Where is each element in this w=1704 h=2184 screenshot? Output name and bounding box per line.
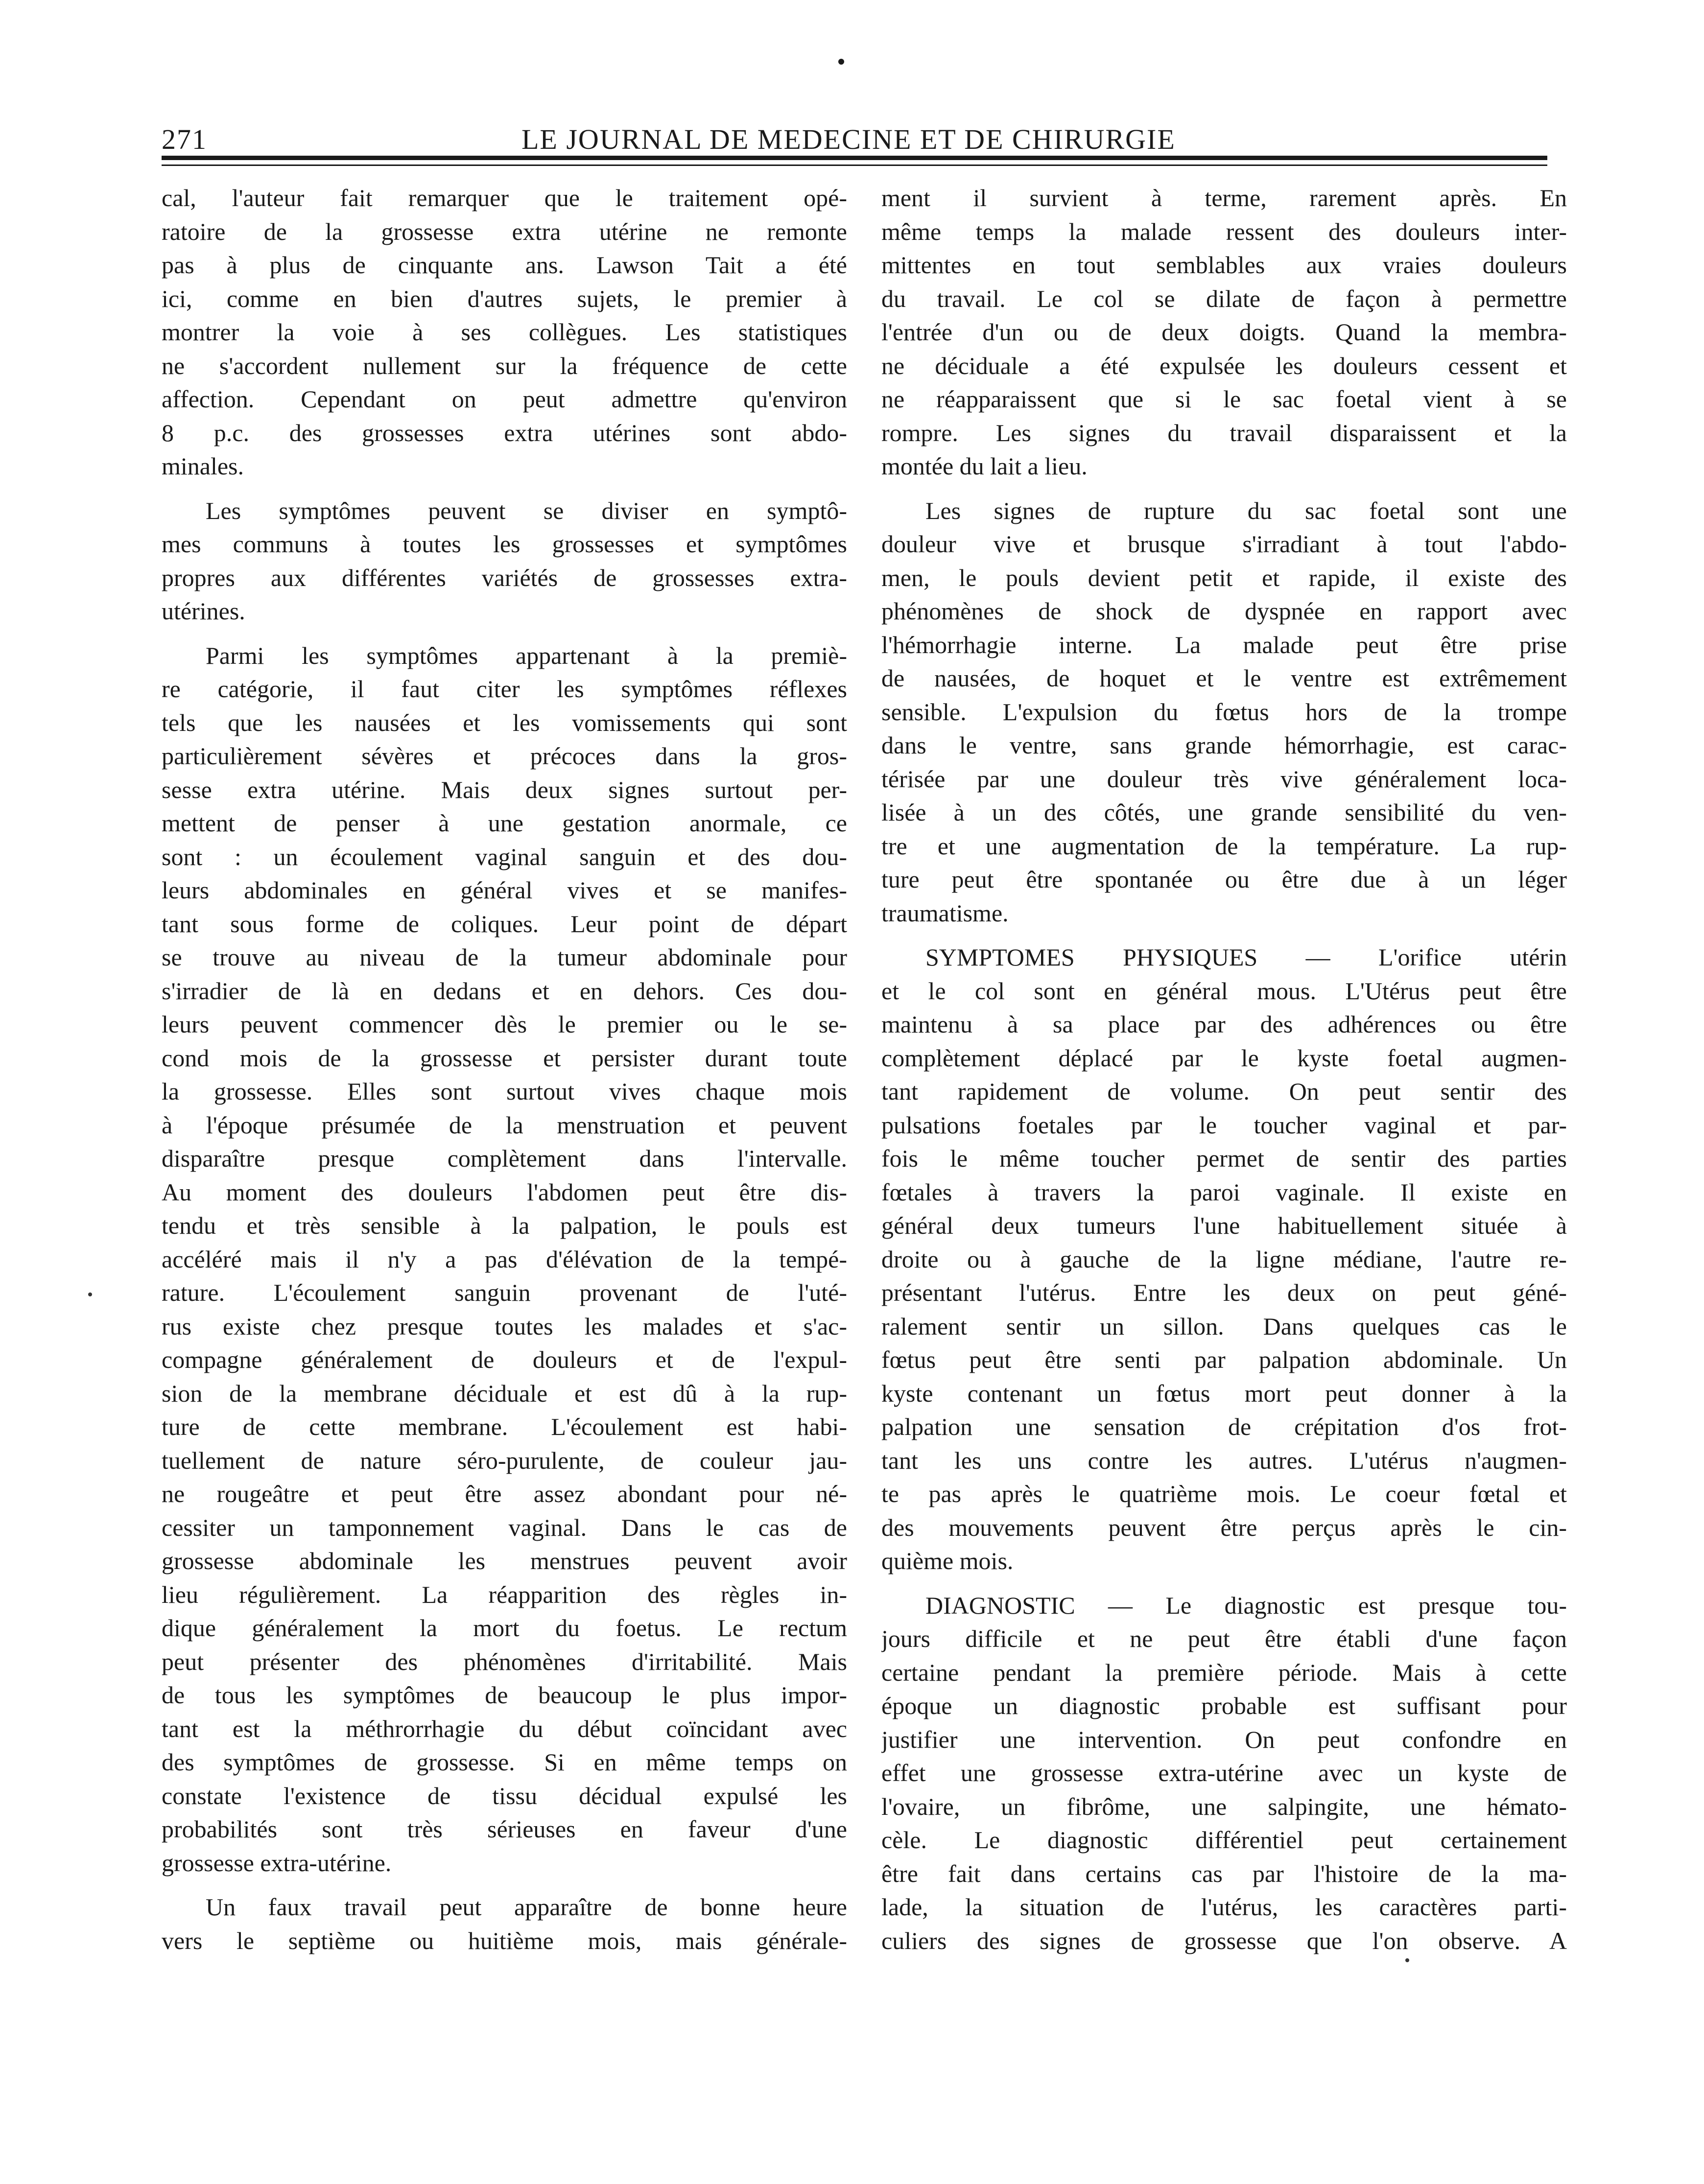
- text-line: men, le pouls devient petit et rapide, il existe des: [881, 564, 1567, 591]
- text-line: minales.: [162, 452, 244, 480]
- text-line: l'ovaire, un fibrôme, une salpingite, une hémato-: [881, 1792, 1567, 1820]
- text-line: te pas après le quatrième mois. Le coeur fœtal et: [881, 1480, 1567, 1507]
- text-line: re catégorie, il faut citer les symptômes réflexes: [162, 675, 847, 703]
- text-line: probabilités sont très sérieuses en faveur d'une: [162, 1815, 847, 1843]
- paragraph-gap: [162, 483, 847, 494]
- text-line: dique généralement la mort du foetus. Le rectum: [162, 1614, 847, 1642]
- text-line: sion de la membrane déciduale et est dû à la rup-: [162, 1379, 847, 1407]
- text-line: tels que les nausées et les vomissements qui sont: [162, 708, 847, 736]
- paragraph-gap: [881, 1578, 1567, 1589]
- text-line: s'irradier de là en dedans et en dehors. Ces dou-: [162, 977, 847, 1005]
- text-line: lisée à un des côtés, une grande sensibilité du ven-: [881, 798, 1567, 826]
- text-line: pulsations foetales par le toucher vaginal et par-: [881, 1111, 1567, 1139]
- left-column: [162, 181, 847, 1957]
- paragraph: [162, 1890, 847, 1957]
- text-line: justifier une intervention. On peut confondre en: [881, 1725, 1567, 1753]
- text-line: Les symptômes peuvent se diviser en symptô-: [206, 496, 847, 524]
- paragraph-gap: [162, 1879, 847, 1890]
- text-line: palpation une sensation de crépitation d'os frot-: [881, 1413, 1567, 1440]
- text-line: ratoire de la grossesse extra utérine ne remonte: [162, 217, 847, 245]
- text-line: tant rapidement de volume. On peut sentir des: [881, 1078, 1567, 1105]
- text-line: affection. Cependant on peut admettre qu'environ: [162, 385, 847, 413]
- paragraph: [881, 181, 1567, 483]
- ink-speck: [838, 59, 844, 65]
- text-line: rus existe chez presque toutes les malades et s'ac-: [162, 1312, 847, 1340]
- text-line: disparaître presque complètement dans l'intervalle.: [162, 1145, 847, 1172]
- text-line: Un faux travail peut apparaître de bonne heure: [206, 1893, 847, 1921]
- journal-title: LE JOURNAL DE MEDECINE ET DE CHIRURGIE: [521, 123, 1176, 155]
- text-line: leurs peuvent commencer dès le premier ou le se-: [162, 1010, 847, 1038]
- text-line: droite ou à gauche de la ligne médiane, l'autre re-: [881, 1245, 1567, 1273]
- text-line: ne réapparaissent que si le sac foetal vient à se: [881, 385, 1567, 413]
- text-line: ne rougeâtre et peut être assez abondant pour né-: [162, 1480, 847, 1507]
- text-line: sesse extra utérine. Mais deux signes surtout per-: [162, 775, 847, 803]
- text-line: cond mois de la grossesse et persister durant toute: [162, 1044, 847, 1072]
- paragraph-gap: [162, 628, 847, 639]
- text-line: des symptômes de grossesse. Si en même temps on: [162, 1748, 847, 1776]
- text-line: culiers des signes de grossesse que l'on observe. A: [881, 1926, 1567, 1954]
- text-line: ne déciduale a été expulsée les douleurs cessent et: [881, 352, 1567, 379]
- text-line: constate l'existence de tissu décidual expulsé les: [162, 1782, 847, 1809]
- paragraph-gap: [881, 483, 1567, 494]
- text-line: ment il survient à terme, rarement après. En: [881, 184, 1567, 211]
- text-line: rature. L'écoulement sanguin provenant de l'uté-: [162, 1279, 847, 1306]
- text-line: tant est la méthrorrhagie du début coïncidant avec: [162, 1714, 847, 1742]
- text-line: ne s'accordent nullement sur la fréquence de cette: [162, 352, 847, 379]
- text-line: peut présenter des phénomènes d'irritabilité. Mais: [162, 1647, 847, 1675]
- text-line: maintenu à sa place par des adhérences ou être: [881, 1010, 1567, 1038]
- paragraph: [881, 494, 1567, 930]
- paragraph: [881, 940, 1567, 1578]
- text-line: douleur vive et brusque s'irradiant à tout l'abdo-: [881, 530, 1567, 558]
- header-rule-thin: [162, 164, 1547, 166]
- text-line: compagne généralement de douleurs et de l'expul-: [162, 1346, 847, 1373]
- text-line: Les signes de rupture du sac foetal sont une: [925, 496, 1567, 524]
- text-line: fœtus peut être senti par palpation abdominale. Un: [881, 1346, 1567, 1373]
- text-line: général deux tumeurs l'une habituellement située à: [881, 1212, 1567, 1239]
- text-line: traumatisme.: [881, 899, 1009, 927]
- text-line: époque un diagnostic probable est suffisant pour: [881, 1692, 1567, 1719]
- text-line: tendu et très sensible à la palpation, le pouls est: [162, 1212, 847, 1239]
- text-line: l'hémorrhagie interne. La malade peut être prise: [881, 631, 1567, 658]
- text-line: vers le septième ou huitième mois, mais générale-: [162, 1926, 847, 1954]
- text-line: SYMPTOMES PHYSIQUES — L'orifice utérin: [925, 943, 1567, 971]
- text-line: pas à plus de cinquante ans. Lawson Tait a été: [162, 251, 847, 279]
- text-line: mittentes en tout semblables aux vraies douleurs: [881, 251, 1567, 279]
- text-line: être fait dans certains cas par l'histoire de la ma-: [881, 1859, 1567, 1887]
- text-line: l'entrée d'un ou de deux doigts. Quand la membra-: [881, 318, 1567, 346]
- text-line: propres aux différentes variétés de grossesses extra-: [162, 564, 847, 591]
- text-line: ici, comme en bien d'autres sujets, le premier à: [162, 284, 847, 312]
- text-line: fois le même toucher permet de sentir des parties: [881, 1145, 1567, 1172]
- text-line: térisée par une douleur très vive généralement loca-: [881, 765, 1567, 793]
- paragraph: [881, 1589, 1567, 1958]
- text-line: utérines.: [162, 597, 245, 625]
- text-line: DIAGNOSTIC — Le diagnostic est presque tou-: [925, 1591, 1567, 1619]
- text-line: tuellement de nature séro-purulente, de couleur jau-: [162, 1446, 847, 1474]
- text-line: fœtales à travers la paroi vaginale. Il existe en: [881, 1178, 1567, 1206]
- paragraph: [162, 494, 847, 628]
- paragraph: [162, 181, 847, 483]
- page-number: 271: [162, 123, 207, 155]
- text-line: jours difficile et ne peut être établi d'une façon: [881, 1625, 1567, 1652]
- text-line: dans le ventre, sans grande hémorrhagie, est carac-: [881, 731, 1567, 759]
- text-line: de nausées, de hoquet et le ventre est extrêmement: [881, 664, 1567, 692]
- text-line: lade, la situation de l'utérus, les caractères parti-: [881, 1893, 1567, 1921]
- text-line: de tous les symptômes de beaucoup le plus impor-: [162, 1681, 847, 1709]
- text-line: accéléré mais il n'y a pas d'élévation de la tempé-: [162, 1245, 847, 1273]
- text-line: présentant l'utérus. Entre les deux on peut géné-: [881, 1279, 1567, 1306]
- paragraph: [162, 639, 847, 1880]
- text-line: tre et une augmentation de la température. La rup-: [881, 832, 1567, 860]
- text-line: se trouve au niveau de la tumeur abdominale pour: [162, 943, 847, 971]
- text-line: sensible. L'expulsion du fœtus hors de la trompe: [881, 698, 1567, 726]
- text-line: grossesse extra-utérine.: [162, 1849, 392, 1877]
- text-line: mes communs à toutes les grossesses et symptômes: [162, 530, 847, 558]
- text-line: lieu régulièrement. La réapparition des règles in-: [162, 1580, 847, 1608]
- margin-speck: [1405, 1958, 1409, 1962]
- text-line: cal, l'auteur fait remarquer que le traitement opé-: [162, 184, 847, 211]
- text-line: tant les uns contre les autres. L'utérus n'augmen-: [881, 1446, 1567, 1474]
- text-line: et le col sont en général mous. L'Utérus peut être: [881, 977, 1567, 1005]
- text-line: mettent de penser à une gestation anormale, ce: [162, 809, 847, 837]
- text-line: certaine pendant la première période. Mais à cette: [881, 1658, 1567, 1686]
- text-line: ture peut être spontanée ou être due à un léger: [881, 866, 1567, 893]
- text-line: Au moment des douleurs l'abdomen peut être dis-: [162, 1178, 847, 1206]
- text-line: montrer la voie à ses collègues. Les statistiques: [162, 318, 847, 346]
- text-line: montée du lait a lieu.: [881, 452, 1088, 480]
- text-line: complètement déplacé par le kyste foetal augmen-: [881, 1044, 1567, 1072]
- text-line: phénomènes de shock de dyspnée en rapport avec: [881, 597, 1567, 625]
- text-line: sont : un écoulement vaginal sanguin et des dou-: [162, 843, 847, 870]
- text-line: effet une grossesse extra-utérine avec un kyste de: [881, 1759, 1567, 1786]
- text-line: la grossesse. Elles sont surtout vives chaque mois: [162, 1078, 847, 1105]
- text-line: particulièrement sévères et précoces dans la gros-: [162, 742, 847, 770]
- margin-speck: [88, 1292, 92, 1296]
- text-line: quième mois.: [881, 1547, 1014, 1574]
- text-line: tant sous forme de coliques. Leur point de départ: [162, 910, 847, 938]
- text-line: 8 p.c. des grossesses extra utérines sont abdo-: [162, 419, 847, 446]
- right-column: [881, 181, 1567, 1957]
- text-line: ture de cette membrane. L'écoulement est habi-: [162, 1413, 847, 1440]
- text-line: cessiter un tamponnement vaginal. Dans le cas de: [162, 1513, 847, 1541]
- paragraph-gap: [881, 930, 1567, 940]
- text-line: cèle. Le diagnostic différentiel peut certainement: [881, 1826, 1567, 1854]
- text-line: Parmi les symptômes appartenant à la premiè-: [206, 641, 847, 669]
- text-line: du travail. Le col se dilate de façon à permettre: [881, 284, 1567, 312]
- text-line: ralement sentir un sillon. Dans quelques cas le: [881, 1312, 1567, 1340]
- header-rule-thick: [162, 156, 1547, 160]
- text-line: même temps la malade ressent des douleurs inter-: [881, 217, 1567, 245]
- text-line: à l'époque présumée de la menstruation et peuvent: [162, 1111, 847, 1139]
- text-line: kyste contenant un fœtus mort peut donner à la: [881, 1379, 1567, 1407]
- text-line: rompre. Les signes du travail disparaissent et la: [881, 419, 1567, 446]
- text-line: grossesse abdominale les menstrues peuvent avoir: [162, 1547, 847, 1574]
- text-line: des mouvements peuvent être perçus après le cin-: [881, 1513, 1567, 1541]
- text-line: leurs abdominales en général vives et se manifes-: [162, 876, 847, 904]
